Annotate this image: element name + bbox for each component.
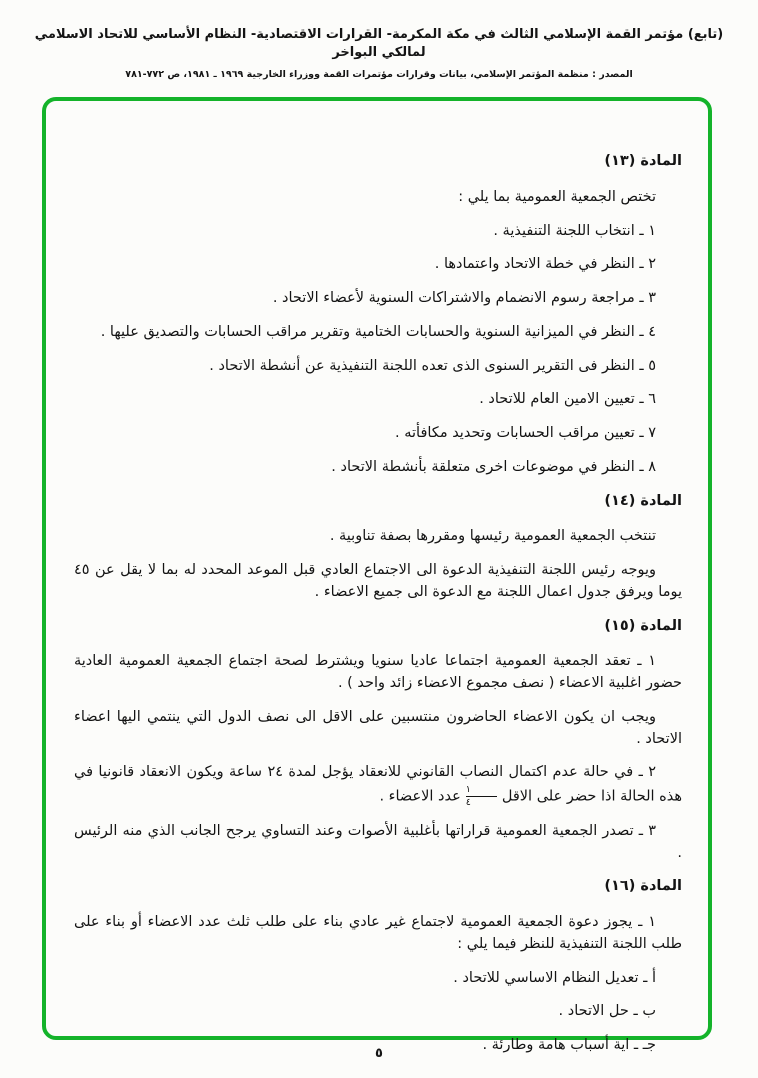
paragraph: ويوجه رئيس اللجنة التنفيذية الدعوة الى الاجتماع العادي قبل الموعد المحدد له بما لا يقل عن ٤٥ يوما ويرفق جدول اعمال اللجنة مع الدعوة الى جميع الاعضاء . (74, 562, 682, 600)
paragraph-with-fraction (74, 762, 682, 809)
paragraph: ١ ـ تعقد الجمعية العمومية اجتماعا عاديا سنويا ويشترط لصحة اجتماع الجمعية العمومية العادية حضور اغلبية الاعضاء ( نصف مجموع الاعضاء زائد واحد ) . (74, 653, 682, 691)
list-item: ٧ ـ تعيين مراقب الحسابات وتحديد مكافأته . (395, 425, 656, 441)
list-item: ١ ـ انتخاب اللجنة التنفيذية . (493, 222, 656, 239)
one-quarter-fraction (466, 784, 497, 809)
list-item: ٢ ـ النظر في خطة الاتحاد واعتمادها . (434, 256, 656, 273)
article-16-heading: المادة (١٦) (604, 878, 682, 895)
paragraph-text-before: ٢ ـ في حالة عدم اكتمال النصاب القانوني للانعقاد يؤجل لمدة ٢٤ ساعة ويكون الانعقاد قانونيا في هذه الحالة اذا حضر على الاقل (74, 764, 682, 805)
article-14-section (74, 491, 682, 604)
article-13-section (74, 151, 682, 479)
page-header (0, 0, 758, 80)
list-item: جـ ـ اية أسباب هامة وطارئة . (482, 1037, 656, 1053)
article-15-section (74, 616, 682, 865)
list-item: أ ـ تعديل النظام الاساسي للاتحاد . (453, 969, 656, 986)
list-item: ٤ ـ النظر في الميزانية السنوية والحسابات الختامية وتقرير مراقب الحسابات والتصديق عليها . (100, 323, 656, 340)
paragraph: ٣ ـ تصدر الجمعية العمومية قراراتها بأغلبية الأصوات وعند التساوي يرجح الجانب الذي منه الرئيس . (74, 822, 682, 861)
article-14-heading: المادة (١٤) (604, 492, 682, 509)
fraction-denominator: ٤ (466, 796, 497, 809)
document-source-line: المصدر : منظمة المؤتمر الإسلامي، بيانات وقرارات مؤتمرات القمة ووزراء الخارجية ١٩٦٩ ـ ١٩٨١، ص ٧٧٢-٧٨١ (125, 69, 633, 81)
document-title: (تابع) مؤتمر القمة الإسلامي الثالث في مكة المكرمة- القرارات الاقتصادية- النظام الأساسي للاتحاد الاسلامي لمالكي البواخر (34, 27, 724, 61)
article-15-heading: المادة (١٥) (604, 617, 682, 634)
paragraph: ويجب ان يكون الاعضاء الحاضرون منتسبين على الاقل الى نصف الدول التي ينتمي اليها اعضاء الاتحاد . (74, 708, 682, 747)
list-item: ٣ ـ مراجعة رسوم الانضمام والاشتراكات السنوية لأعضاء الاتحاد . (272, 290, 656, 306)
article-13-intro: تختص الجمعية العمومية بما يلي : (458, 188, 656, 205)
green-border-frame (42, 97, 712, 1053)
article-16-section (74, 876, 682, 1057)
paragraph-text-after: عدد الاعضاء . (379, 788, 461, 805)
list-item: ٥ ـ النظر فى التقرير السنوى الذى تعده اللجنة التنفيذية عن أنشطة الاتحاد . (209, 357, 656, 374)
page-number: ٥ (375, 1046, 383, 1061)
paragraph: تنتخب الجمعية العمومية رئيسها ومقررها بصفة تناوبية . (329, 528, 656, 545)
article-13-heading: المادة (١٣) (604, 153, 682, 169)
list-item: ب ـ حل الاتحاد . (558, 1003, 656, 1020)
paragraph: ١ ـ يجوز دعوة الجمعية العمومية لاجتماع غير عادي بناء على طلب ثلث عدد الاعضاء أو بناء على طلب اللجنة التنفيذية للنظر فيما يلي : (74, 914, 682, 952)
list-item: ٦ ـ تعيين الامين العام للاتحاد . (479, 391, 656, 408)
list-item: ٨ ـ النظر في موضوعات اخرى متعلقة بأنشطة الاتحاد . (331, 458, 656, 475)
fraction-numerator: ١ (465, 784, 471, 795)
